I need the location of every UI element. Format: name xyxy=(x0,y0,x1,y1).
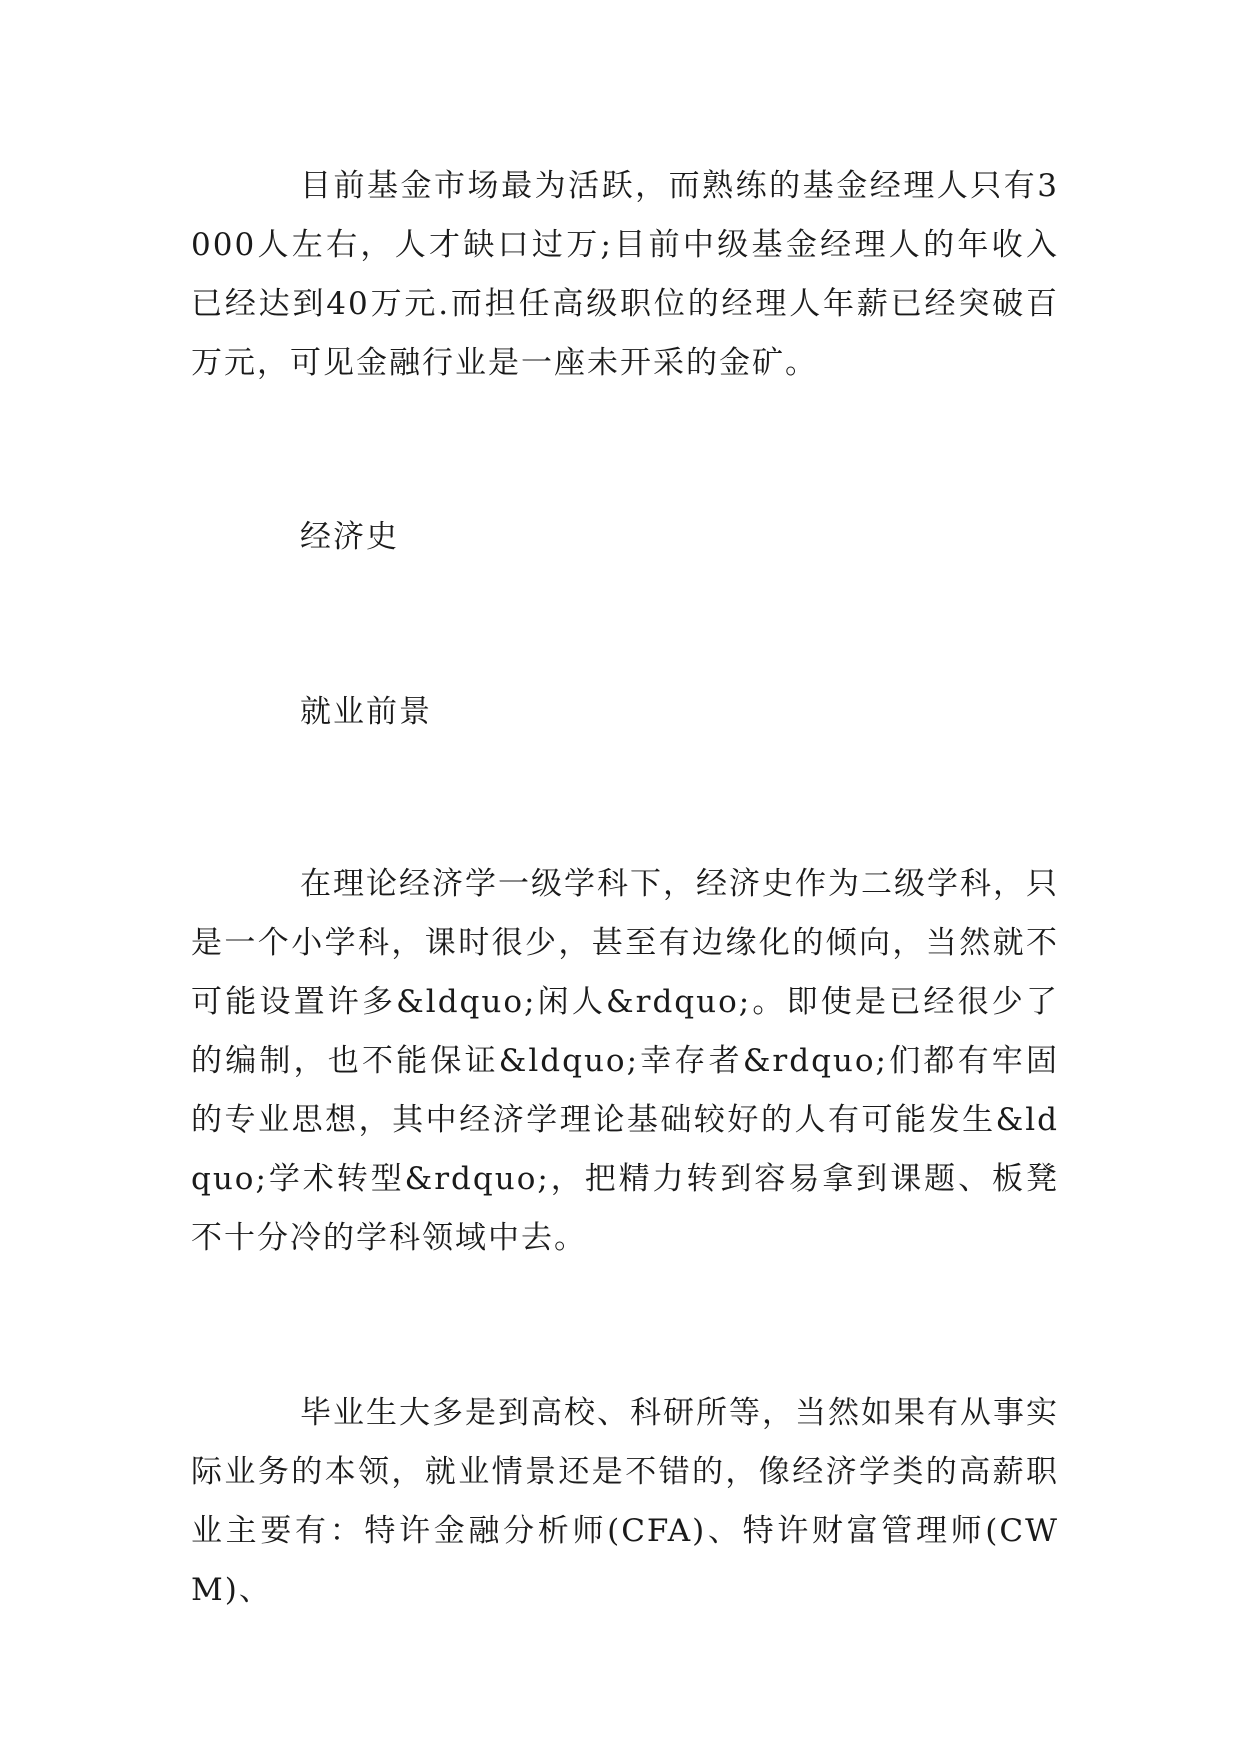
body-paragraph-fund-market: 目前基金市场最为活跃，而熟练的基金经理人只有3000人左右，人才缺口过万;目前中级基金经理人的年收入已经达到40万元.而担任高级职位的经理人年薪已经突破百万元，可见金融行业是一座未开采的金矿。 xyxy=(191,168,1059,381)
section-heading-employment-prospects: 就业前景 xyxy=(300,694,432,730)
body-paragraph-discipline: 在理论经济学一级学科下，经济史作为二级学科，只是一个小学科，课时很少，甚至有边缘化的倾向，当然就不可能设置许多&ldquo;闲人&rdquo;。即使是已经很少了的编制，也不能保证&ldquo;幸存者&rdquo;们都有牢固的专业思想，其中经济学理论基础较好的人有可能发生&ldquo;学术转型&rdquo;，把精力转到容易拿到课题、板凳不十分冷的学科领域中去。 xyxy=(191,866,1059,1256)
section-heading-economic-history: 经济史 xyxy=(300,519,399,555)
body-paragraph-graduates: 毕业生大多是到高校、科研所等，当然如果有从事实际业务的本领，就业情景还是不错的，像经济学类的高薪职业主要有：特许金融分析师(CFA)、特许财富管理师(CWM)、 xyxy=(191,1395,1059,1608)
